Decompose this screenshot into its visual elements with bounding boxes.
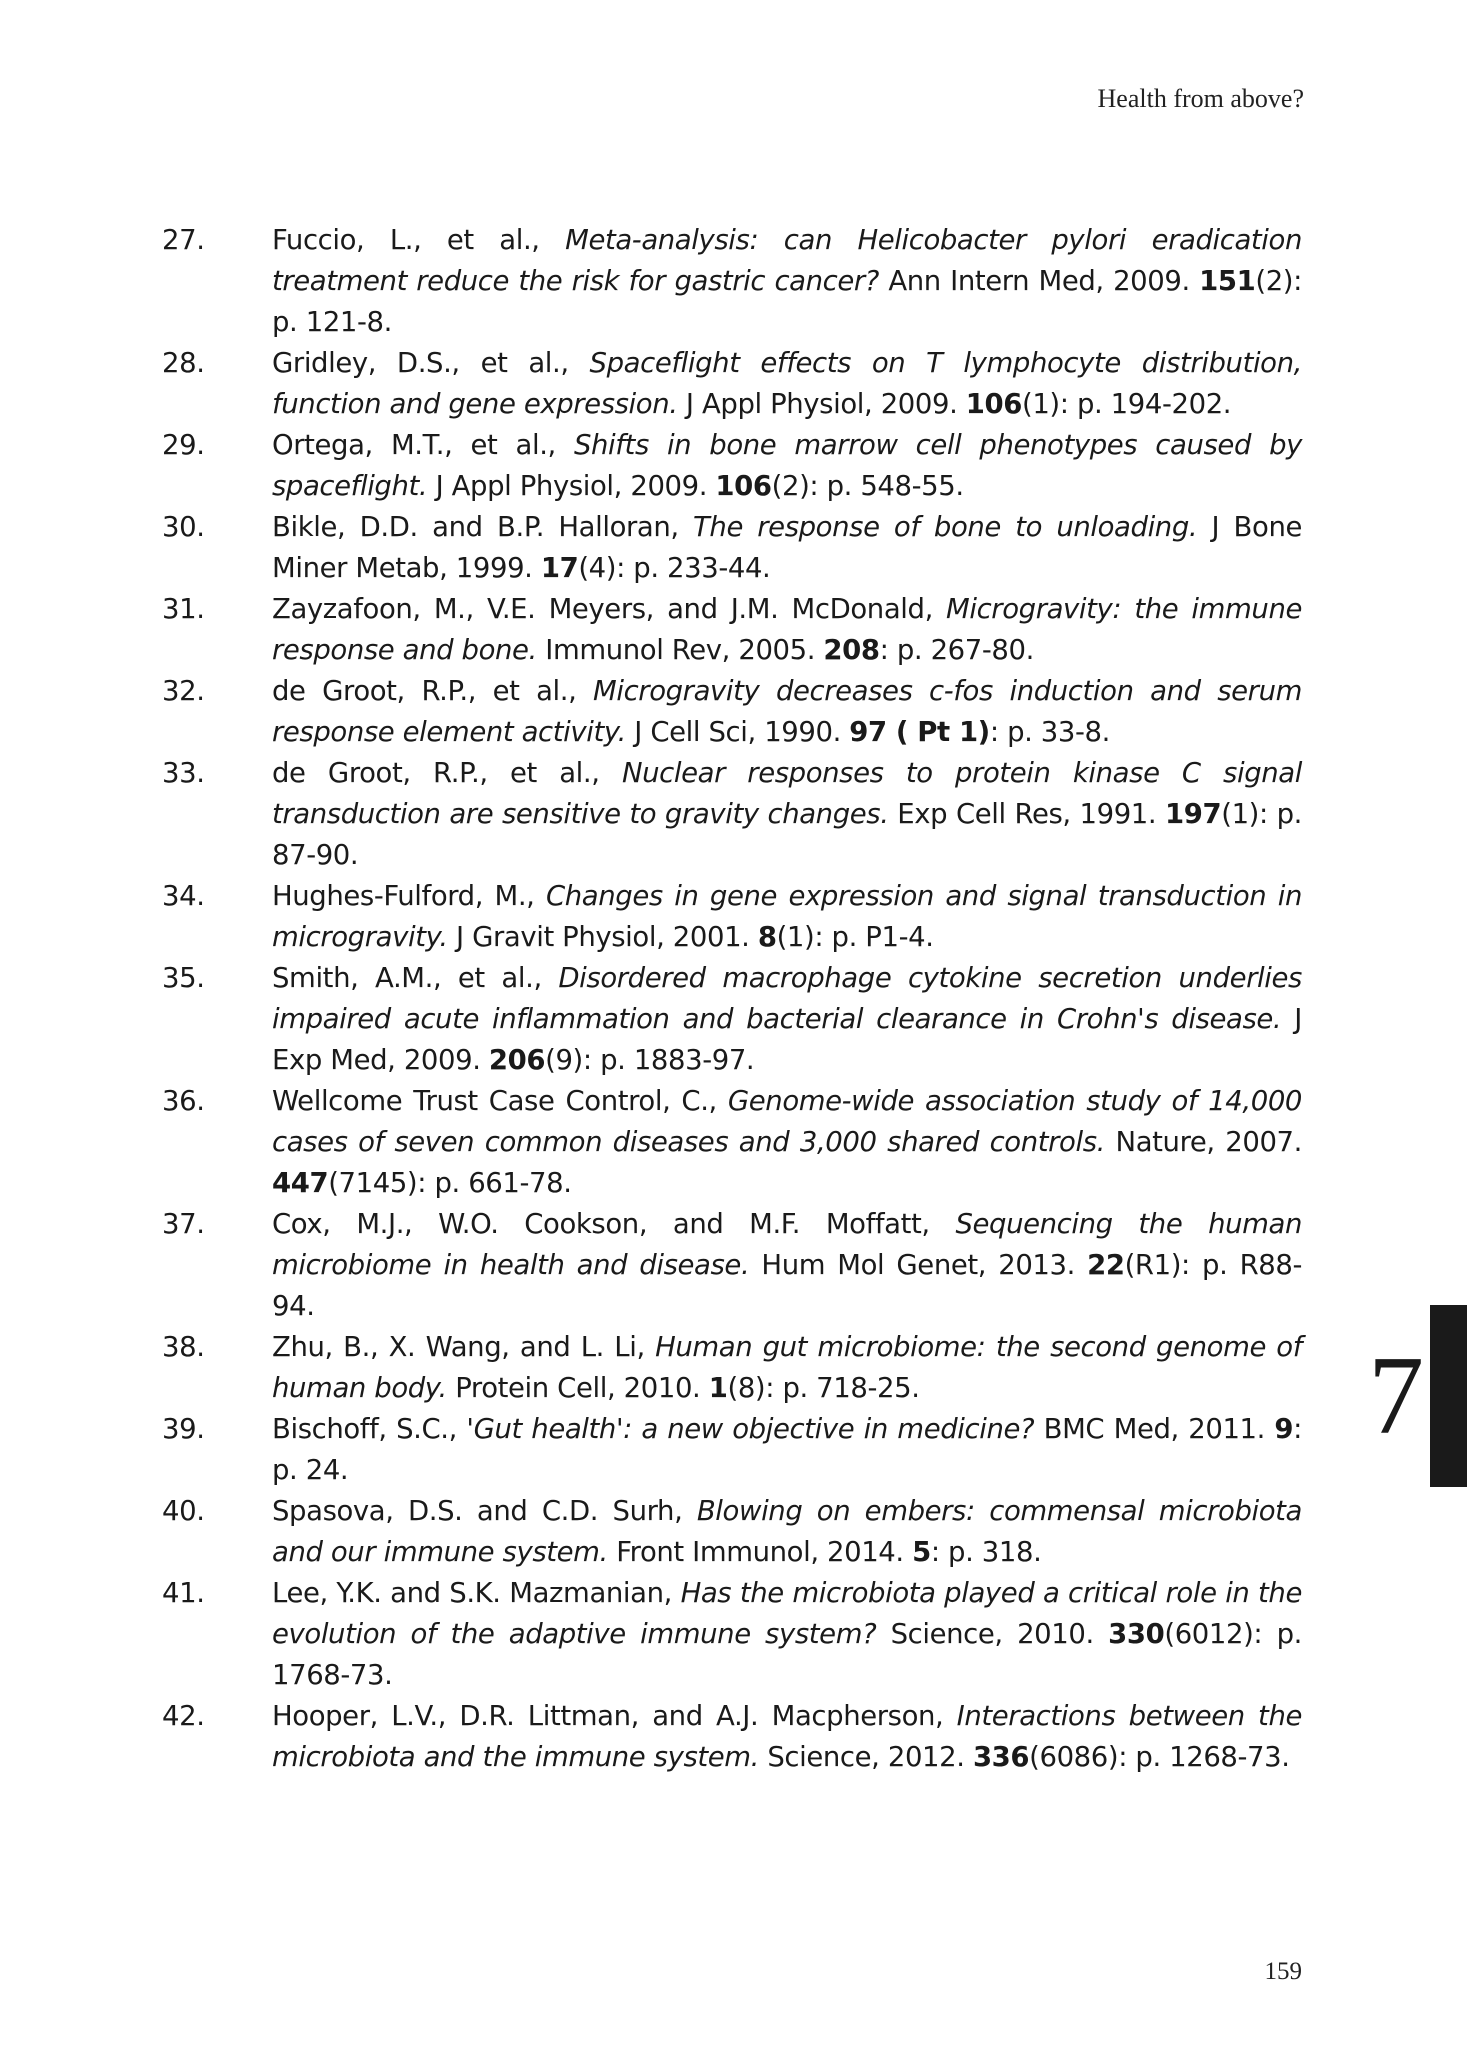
reference-number: 31. xyxy=(162,593,205,625)
page-number: 159 xyxy=(1264,1958,1302,1985)
reference-title: 'Gut health': a new objective in medicine? xyxy=(466,1413,1035,1445)
reference-journal: J Exp Med, 2009. xyxy=(272,1003,1302,1076)
reference-journal: Protein Cell, 2010. xyxy=(446,1372,709,1404)
reference-authors: Hughes-Fulford, M., xyxy=(272,880,546,912)
reference-volume: 9 xyxy=(1274,1413,1294,1445)
reference-text xyxy=(272,958,1302,1081)
reference-pages: (6086): p. 1268-73. xyxy=(1029,1741,1290,1773)
reference-item xyxy=(162,589,1302,671)
reference-title: Sequencing the human microbiome in health and disease. xyxy=(272,1208,1302,1281)
reference-title: Shifts in bone marrow cell phenotypes caused by spaceflight. xyxy=(272,429,1302,502)
reference-journal: Ann Intern Med, 2009. xyxy=(879,265,1200,297)
reference-item xyxy=(162,958,1302,1081)
reference-number: 39. xyxy=(162,1413,205,1445)
reference-volume: 197 xyxy=(1165,798,1222,830)
reference-number: 33. xyxy=(162,757,205,789)
reference-journal: J Cell Sci, 1990. xyxy=(625,716,850,748)
reference-volume: 8 xyxy=(757,921,777,953)
reference-authors: Gridley, D.S., et al., xyxy=(272,347,590,379)
reference-volume: 330 xyxy=(1108,1618,1165,1650)
reference-authors: Spasova, D.S. and C.D. Surh, xyxy=(272,1495,697,1527)
reference-volume: 151 xyxy=(1199,265,1256,297)
reference-text xyxy=(272,671,1302,753)
reference-pages: : p. 318. xyxy=(930,1536,1042,1568)
reference-volume: 97 ( Pt 1) xyxy=(849,716,990,748)
reference-number: 41. xyxy=(162,1577,205,1609)
reference-pages: (1): p. 87-90. xyxy=(272,798,1303,871)
reference-journal: J Appl Physiol, 2009. xyxy=(427,470,716,502)
reference-journal: Front Immunol, 2014. xyxy=(607,1536,913,1568)
reference-pages: : p. 33-8. xyxy=(989,716,1110,748)
reference-text xyxy=(272,507,1302,589)
reference-authors: de Groot, R.P., et al., xyxy=(272,675,593,707)
reference-authors: Hooper, L.V., D.R. Littman, and A.J. Macpherson, xyxy=(272,1700,957,1732)
reference-title: Human gut microbiome: the second genome of human body. xyxy=(272,1331,1302,1404)
reference-pages: (4): p. 233-44. xyxy=(578,552,771,584)
reference-authors: Zhu, B., X. Wang, and L. Li, xyxy=(272,1331,656,1363)
reference-title: Disordered macrophage cytokine secretion underlies impaired acute inflammation and bacterial clearance in Crohn's disease. xyxy=(272,962,1302,1035)
reference-item xyxy=(162,220,1302,343)
reference-journal: Science, 2010. xyxy=(876,1618,1109,1650)
reference-item xyxy=(162,671,1302,753)
reference-item xyxy=(162,1409,1302,1491)
reference-volume: 206 xyxy=(488,1044,546,1076)
reference-item xyxy=(162,507,1302,589)
reference-text xyxy=(272,589,1302,671)
reference-journal: J Bone Miner Metab, 1999. xyxy=(272,511,1302,584)
reference-pages: (9): p. 1883-97. xyxy=(545,1044,755,1076)
reference-text xyxy=(272,1409,1302,1491)
reference-journal: J Gravit Physiol, 2001. xyxy=(447,921,758,953)
reference-text xyxy=(272,876,1302,958)
reference-text xyxy=(272,753,1302,876)
reference-volume: 336 xyxy=(972,1741,1030,1773)
reference-title: Interactions between the microbiota and the immune system. xyxy=(272,1700,1302,1773)
chapter-number: 7 xyxy=(1368,1334,1424,1458)
reference-item xyxy=(162,1327,1302,1409)
reference-item xyxy=(162,343,1302,425)
reference-number: 35. xyxy=(162,962,205,994)
reference-text xyxy=(272,1491,1302,1573)
reference-text xyxy=(272,343,1302,425)
reference-authors: Cox, M.J., W.O. Cookson, and M.F. Moffatt, xyxy=(272,1208,956,1240)
reference-authors: Zayzafoon, M., V.E. Meyers, and J.M. McDonald, xyxy=(272,593,947,625)
reference-text xyxy=(272,1204,1302,1327)
reference-journal: Exp Cell Res, 1991. xyxy=(888,798,1166,830)
reference-journal: Nature, 2007. xyxy=(1104,1126,1302,1158)
reference-volume: 22 xyxy=(1087,1249,1125,1281)
reference-item xyxy=(162,1696,1302,1778)
reference-item xyxy=(162,1204,1302,1327)
reference-pages: : p. 267-80. xyxy=(879,634,1034,666)
reference-journal: Immunol Rev, 2005. xyxy=(536,634,824,666)
reference-item xyxy=(162,425,1302,507)
reference-authors: Bischoff, S.C., xyxy=(272,1413,467,1445)
reference-authors: de Groot, R.P., et al., xyxy=(272,757,622,789)
reference-volume: 5 xyxy=(912,1536,931,1568)
reference-number: 28. xyxy=(162,347,205,379)
reference-pages: (7145): p. 661-78. xyxy=(328,1167,572,1199)
reference-authors: Fuccio, L., et al., xyxy=(272,224,566,256)
reference-volume: 208 xyxy=(823,634,880,666)
reference-title: Spaceflight effects on T lymphocyte distribution, function and gene expression. xyxy=(272,347,1302,420)
reference-authors: Ortega, M.T., et al., xyxy=(272,429,574,461)
reference-journal: Science, 2012. xyxy=(759,1741,973,1773)
reference-pages: (2): p. 548-55. xyxy=(771,470,964,502)
reference-list xyxy=(162,220,1302,1778)
reference-number: 32. xyxy=(162,675,205,707)
reference-volume: 17 xyxy=(540,552,579,584)
reference-pages: : p. 24. xyxy=(272,1413,1303,1486)
reference-number: 30. xyxy=(162,511,205,543)
reference-volume: 447 xyxy=(272,1167,329,1199)
reference-volume: 1 xyxy=(708,1372,728,1404)
reference-journal: J Appl Physiol, 2009. xyxy=(677,388,966,420)
reference-pages: (2): p. 121-8. xyxy=(272,265,1302,338)
reference-title: Microgravity: the immune response and bone. xyxy=(272,593,1303,666)
reference-number: 42. xyxy=(162,1700,205,1732)
reference-pages: (1): p. P1-4. xyxy=(776,921,934,953)
reference-volume: 106 xyxy=(965,388,1022,420)
reference-text xyxy=(272,1081,1302,1204)
reference-text xyxy=(272,425,1302,507)
running-header: Health from above? xyxy=(1097,84,1304,113)
reference-pages: (6012): p. 1768-73. xyxy=(272,1618,1302,1691)
reference-number: 27. xyxy=(162,224,205,256)
reference-authors: Bikle, D.D. and B.P. Halloran, xyxy=(272,511,694,543)
reference-authors: Smith, A.M., et al., xyxy=(272,962,559,994)
reference-volume: 106 xyxy=(715,470,772,502)
reference-number: 29. xyxy=(162,429,205,461)
reference-pages: (1): p. 194-202. xyxy=(1021,388,1232,420)
reference-item xyxy=(162,753,1302,876)
reference-authors: Lee, Y.K. and S.K. Mazmanian, xyxy=(272,1577,681,1609)
reference-text xyxy=(272,220,1302,343)
reference-pages: (R1): p. R88-94. xyxy=(272,1249,1302,1322)
reference-pages: (8): p. 718-25. xyxy=(727,1372,920,1404)
reference-number: 36. xyxy=(162,1085,205,1117)
reference-number: 34. xyxy=(162,880,205,912)
reference-text xyxy=(272,1696,1302,1778)
reference-title: Nuclear responses to protein kinase C signal transduction are sensitive to gravity changes. xyxy=(272,757,1302,830)
reference-item xyxy=(162,1081,1302,1204)
reference-text xyxy=(272,1573,1302,1696)
reference-item xyxy=(162,1491,1302,1573)
reference-title: Meta-analysis: can Helicobacter pylori eradication treatment reduce the risk for gastric cancer? xyxy=(272,224,1303,297)
reference-authors: Wellcome Trust Case Control, C., xyxy=(272,1085,728,1117)
reference-item xyxy=(162,876,1302,958)
reference-journal: Hum Mol Genet, 2013. xyxy=(749,1249,1088,1281)
reference-title: Microgravity decreases c-fos induction and serum response element activity. xyxy=(272,675,1302,748)
reference-text xyxy=(272,1327,1302,1409)
reference-number: 37. xyxy=(162,1208,205,1240)
reference-item xyxy=(162,1573,1302,1696)
reference-number: 40. xyxy=(162,1495,205,1527)
reference-title: Has the microbiota played a critical role in the evolution of the adaptive immune system? xyxy=(272,1577,1302,1650)
reference-title: Blowing on embers: commensal microbiota and our immune system. xyxy=(272,1495,1303,1568)
reference-title: Changes in gene expression and signal transduction in microgravity. xyxy=(272,880,1303,953)
reference-title: The response of bone to unloading. xyxy=(693,511,1198,543)
reference-number: 38. xyxy=(162,1331,205,1363)
chapter-tab-marker xyxy=(1430,1305,1467,1487)
reference-journal: BMC Med, 2011. xyxy=(1034,1413,1275,1445)
reference-title: Genome-wide association study of 14,000 cases of seven common diseases and 3,000 shared controls. xyxy=(272,1085,1303,1158)
